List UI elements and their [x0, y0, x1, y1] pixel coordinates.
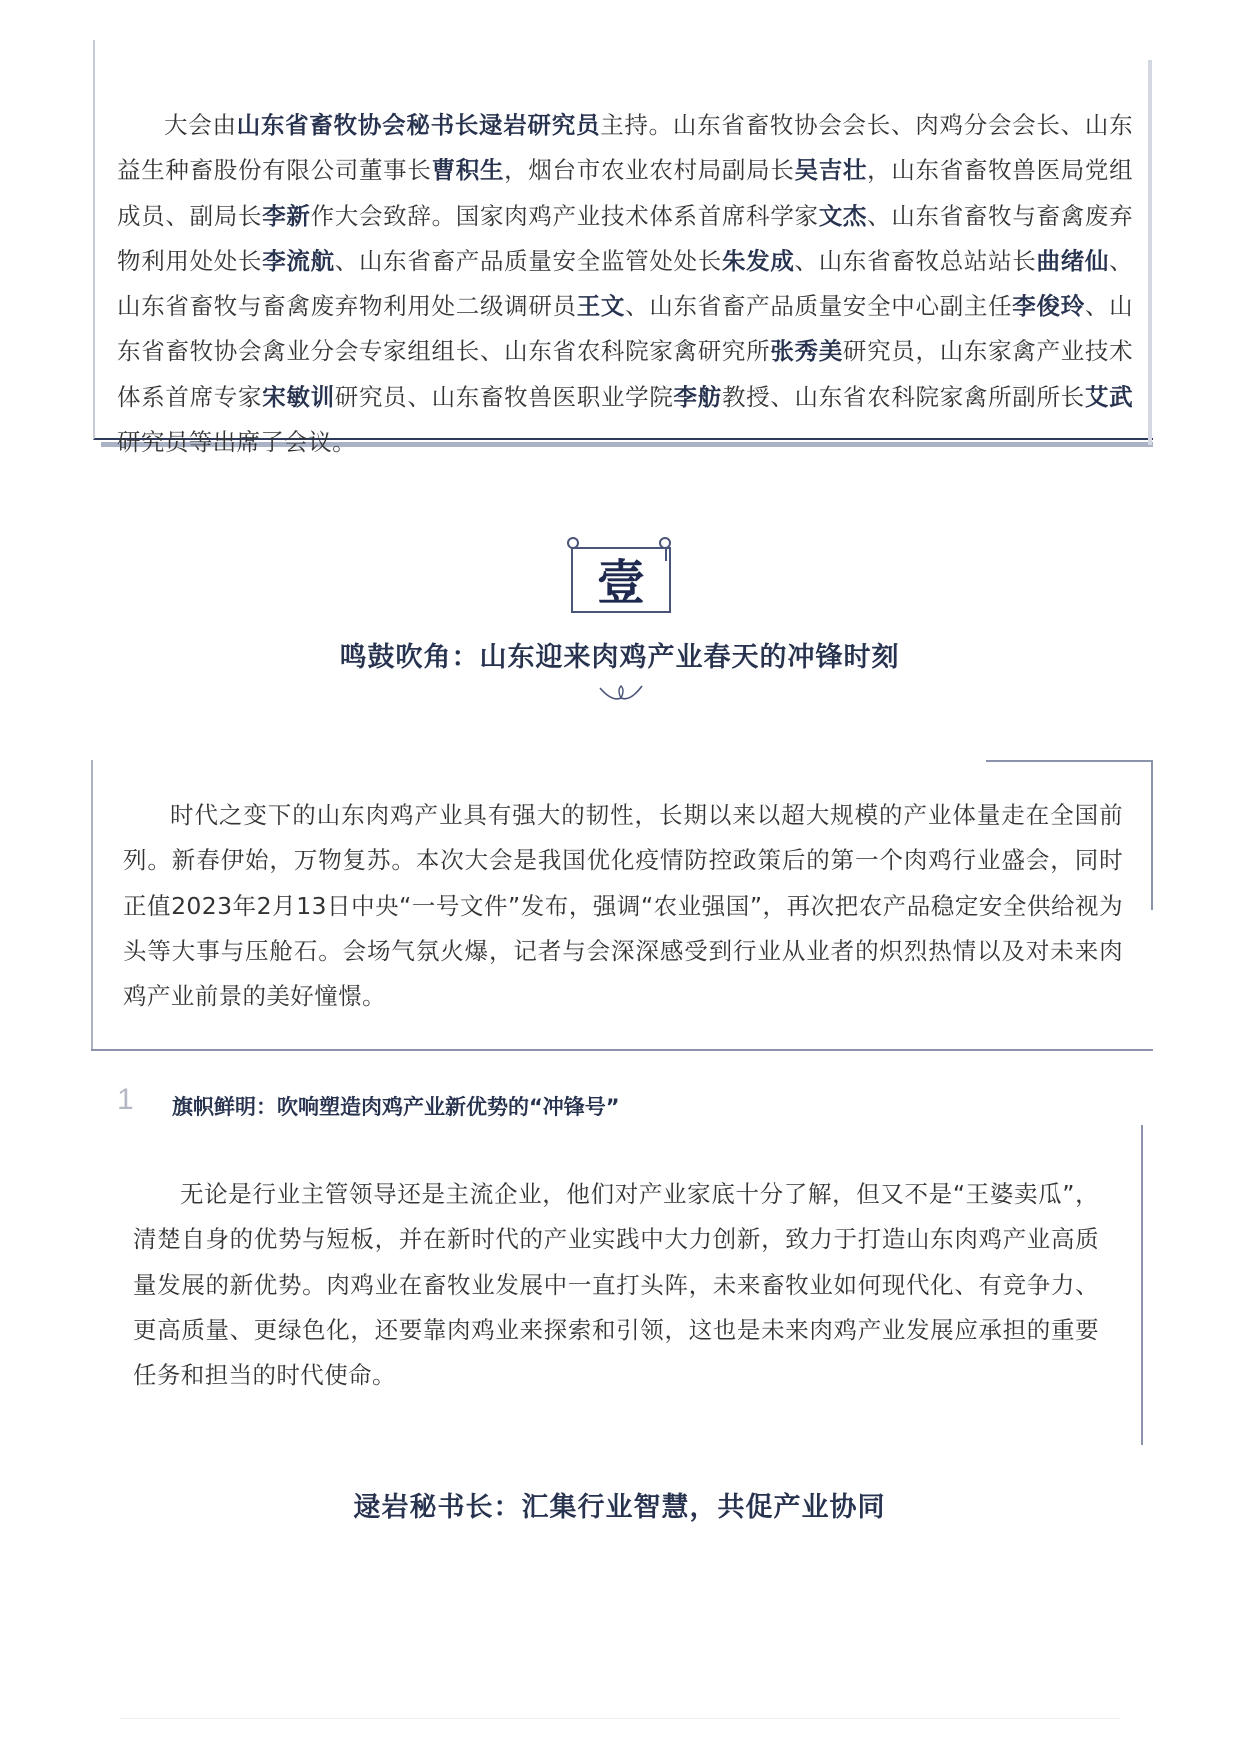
divider — [120, 1718, 1120, 1719]
person-name: 艾武 — [1084, 382, 1134, 411]
paragraph-text: 主持。山东省畜牧协会会长、肉鸡分会会长、山东益生种畜股份有限公司董事长 — [117, 111, 1133, 185]
person-name: 文杰 — [818, 201, 868, 230]
section-badge — [567, 537, 675, 617]
paragraph-text: 、山东省畜牧与畜禽废弃物利用处二级调研员 — [117, 246, 1133, 321]
person-name: 李舫 — [673, 382, 722, 411]
paragraph-text: 大会由 — [164, 111, 237, 139]
card-bottom-border — [91, 1049, 1153, 1051]
paragraph-text: 、山东省畜牧与畜禽废弃物利用处处长 — [117, 201, 1134, 275]
paragraph-text: 、山东省畜牧总站站长 — [794, 246, 1037, 275]
person-name: 张秀美 — [770, 337, 843, 366]
subsection-title: 旗帜鲜明：吹响塑造肉鸡产业新优势的“冲锋号” — [172, 1095, 620, 1119]
paragraph-text: 作大会致辞。国家肉鸡产业技术体系首席科学家 — [310, 201, 819, 230]
paragraph-text: ，山东省畜牧兽医局党组成员、副局长 — [117, 156, 1133, 230]
card-shadow-side — [1148, 60, 1152, 445]
person-name: 曲绪仙 — [1036, 246, 1110, 275]
person-name: 朱发成 — [721, 246, 795, 275]
paragraph-text: 研究员，山东家禽产业技术体系首席专家 — [117, 337, 1133, 411]
person-name: 李流航 — [262, 246, 335, 275]
card-right-border — [1141, 1125, 1143, 1445]
paragraph-text: 研究员、山东畜牧兽医职业学院 — [334, 382, 674, 411]
pin-left-icon — [567, 537, 579, 549]
swirl-ornament-icon — [598, 680, 644, 706]
person-name: 宋敏训 — [262, 382, 335, 411]
person-name: 王文 — [576, 292, 626, 321]
attendees-paragraph — [117, 103, 1133, 465]
card-left-border — [91, 760, 93, 1050]
paragraph-text: ，烟台市农业农村局副局长 — [504, 156, 795, 185]
person-name: 李新 — [262, 201, 311, 230]
section-title: 鸣鼓吹角：山东迎来肉鸡产业春天的冲锋时刻 — [339, 642, 900, 673]
person-name: 山东省畜牧协会秘书长逯岩研究员 — [236, 111, 601, 139]
paragraph-text: 、山东省畜产品质量安全监管处处长 — [334, 246, 722, 275]
person-name: 吴吉壮 — [794, 156, 868, 185]
card-corner-top — [986, 760, 1153, 762]
quote-heading: 逯岩秘书长：汇集行业智慧，共促产业协同 — [353, 1492, 886, 1523]
subsection-number: 1 — [117, 1083, 134, 1116]
section-number: 壹 — [596, 555, 645, 611]
paragraph-text: 、山东省畜牧协会禽业分会专家组组长、山东省农科院家禽研究所 — [117, 292, 1133, 366]
paragraph-text: 研究员等出席了会议。 — [117, 428, 356, 457]
context-paragraph: 时代之变下的山东肉鸡产业具有强大的韧性，长期以来以超大规模的产业体量走在全国前列。新春伊始，万物复苏。本次大会是我国优化疫情防控政策后的第一个肉鸡行业盛会，同时正值2023年2月13日中央“一号文件”发布，强调“农业强国”，再次把农产品稳定安全供给视为头等大事与压舱石。会场气氛火爆，记者与会深深感受到行业从业者的炽烈热情以及对未来肉鸡产业前景的美好憧憬。 — [123, 801, 1123, 1011]
person-name: 曹积生 — [431, 156, 505, 185]
intro-card — [93, 40, 1153, 457]
advantage-paragraph: 无论是行业主管领导还是主流企业，他们对产业家底十分了解，但又不是“王婆卖瓜”，清楚自身的优势与短板，并在新时代的产业实践中大力创新，致力于打造山东肉鸡产业高质量发展的新优势。肉鸡业在畜牧业发展中一直打头阵，未来畜牧业如何现代化、有竞争力、更高质量、更绿色化，还要靠肉鸡业来探索和引领，这也是未来肉鸡产业发展应承担的重要任务和担当的时代使命。 — [133, 1180, 1099, 1390]
badge-top-line — [571, 547, 669, 549]
paragraph-text: 教授、山东省农科院家禽所副所长 — [721, 382, 1085, 411]
paragraph-text: 、山东省畜产品质量安全中心副主任 — [625, 292, 1013, 321]
card-corner-right — [1151, 760, 1153, 910]
person-name: 李俊玲 — [1012, 292, 1085, 321]
context-card — [91, 760, 1153, 1060]
